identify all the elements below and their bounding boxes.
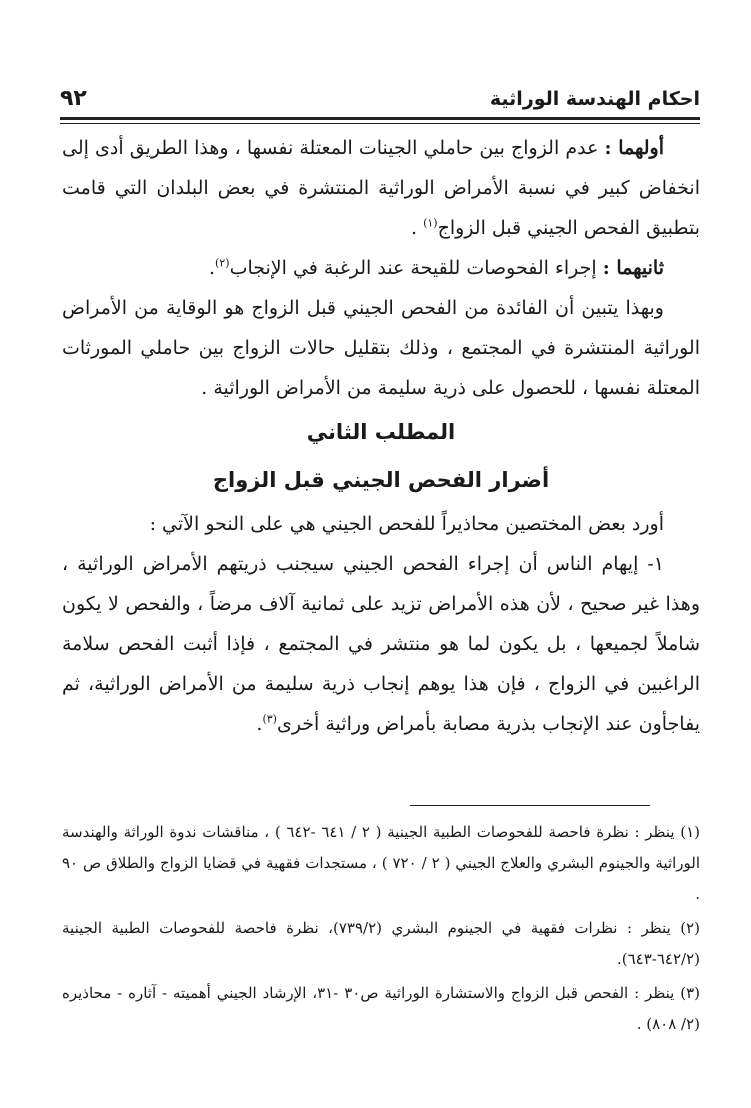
paragraph-intro: أورد بعض المختصين محاذيراً للفحص الجيني هي على النحو الآتي : (149, 513, 664, 535)
paragraph-first: أولهما : عدم الزواج بين حاملي الجينات المعتلة نفسها ، وهذا الطريق أدى إلى انخفاض كبير في نسبة الأمراض الوراثية المنتشرة في بعض البلدان التي قامت بتطبيق الفحص الجيني قبل الزواج$^{(١)}$ . (62, 137, 700, 239)
paragraph-text: ١- إيهام الناس أن إجراء الفحص الجيني سيجنب ذريتهم الأمراض الوراثية ، وهذا غير صحيح ، لأن هذه الأمراض تزيد على ثمانية آلاف مرضاً ، والفحص لا يكون شاملاً لجميعها ، بل يكون لما هو منتشر في المجتمع ، فإذا أثبت الفحص سلامة الراغبين في الزواج ، فإن هذا يوهم إنجاب ذرية سليمة من الأمراض الوراثية، ثم يفاجأون عند الإنجاب بذرية مصابة بأمراض وراثية أخرى (62, 553, 700, 735)
running-header (60, 82, 700, 116)
paragraph-text: إجراء الفحوصات للقيحة عند الرغبة في الإنجاب (229, 257, 597, 279)
header-rule-thick (60, 117, 700, 120)
footnote-ref[interactable]: (١) (423, 216, 438, 230)
footnote-3: (٣) ينظر : الفحص قبل الزواج والاستشارة الوراثية ص٣٠ -٣١، الإرشاد الجيني أهميته - آثاره - محاذيره (٢/ ٨٠٨) . (62, 984, 700, 1033)
paragraph-point-one: ١- إيهام الناس أن إجراء الفحص الجيني سيجنب ذريتهم الأمراض الوراثية ، وهذا غير صحيح ، لأن هذه الأمراض تزيد على ثمانية آلاف مرضاً ، والفحص لا يكون شاملاً لجميعها ، بل يكون لما هو منتشر في المجتمع ، فإذا أثبت الفحص سلامة الراغبين في الزواج ، فإن هذا يوهم إنجاب ذرية سليمة من الأمراض الوراثية، ثم يفاجأون عند الإنجاب بذرية مصابة بأمراض وراثية أخرى$^{(٣)}$. (62, 553, 700, 735)
page-number: ٩٢ (60, 86, 87, 111)
section-subheading: أضرار الفحص الجيني قبل الزواج (212, 468, 550, 492)
paragraph-lead: أولهما : (604, 137, 664, 159)
footnote-ref[interactable]: (٢) (215, 256, 230, 270)
main-text (62, 128, 700, 744)
footnote-ref[interactable]: (٣) (262, 712, 277, 726)
running-title: احكام الهندسة الوراثية (489, 88, 700, 110)
paragraph-lead: ثانيهما : (602, 257, 664, 279)
paragraph-text: عدم الزواج بين حاملي الجينات المعتلة نفسها ، وهذا الطريق أدى إلى انخفاض كبير في نسبة الأمراض الوراثية المنتشرة في بعض البلدان التي قامت بتطبيق الفحص الجيني قبل الزواج (62, 137, 700, 239)
footnotes (62, 817, 700, 1043)
section-heading: المطلب الثاني (306, 420, 456, 444)
footnote-1: (١) ينظر : نظرة فاحصة للفحوصات الطبية الجينية ( ٢ / ٦٤١ -٦٤٢ ) ، مناقشات ندوة الوراثة والهندسة الوراثية والجينوم البشري والعلاج الجيني ( ٢ / ٧٢٠ ) ، مستجدات فقهية في قضايا الزواج والطلاق ص ٩٠ . (62, 823, 701, 903)
footnote-separator (410, 805, 650, 806)
paragraph-conclusion: وبهذا يتبين أن الفائدة من الفحص الجيني قبل الزواج هو الوقاية من الأمراض الوراثية المنتشرة في المجتمع ، وذلك بتقليل حالات الزواج بين حاملي المورثات المعتلة نفسها ، للحصول على ذرية سليمة من الأمراض الوراثية . (62, 297, 700, 399)
header-rule-thin (60, 123, 700, 124)
paragraph-second: ثانيهما : إجراء الفحوصات للقيحة عند الرغبة في الإنجاب$^{(٢)}$. (209, 256, 664, 279)
footnote-2: (٢) ينظر : نظرات فقهية في الجينوم البشري (٧٣٩/٢)، نظرة فاحصة للفحوصات الطبية الجينية (٦٤٢/٢-٦٤٣). (62, 919, 700, 968)
